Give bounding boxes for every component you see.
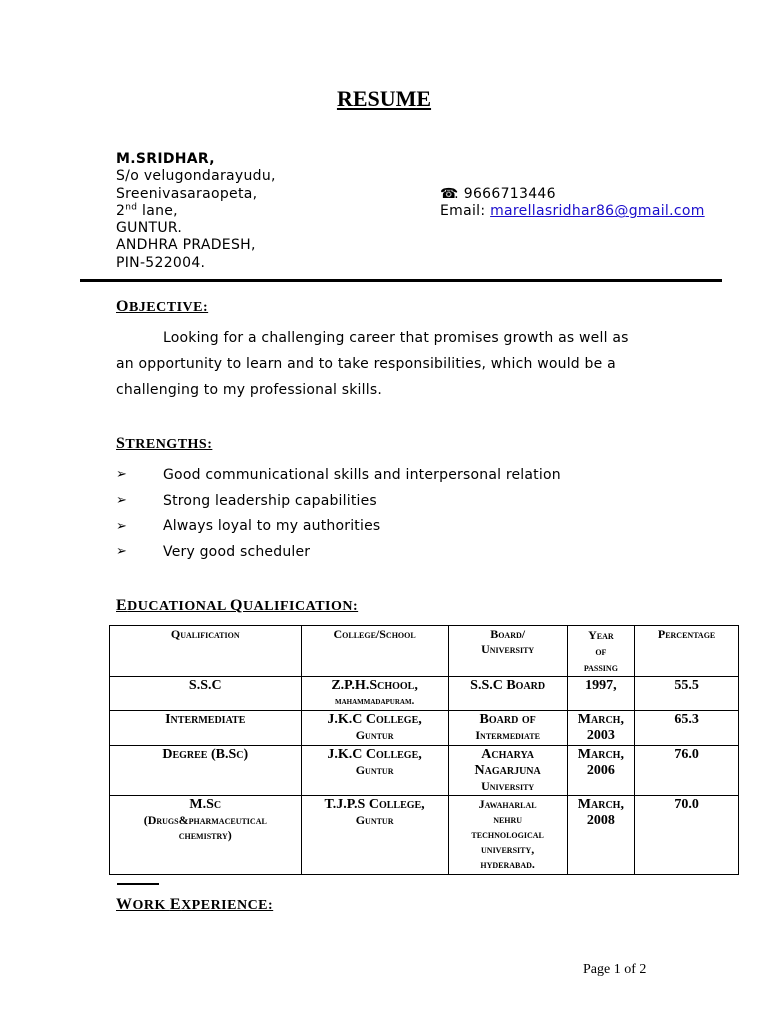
header-text: of [595,644,607,658]
list-item-text: Very good scheduler [163,543,311,560]
list-item [116,462,561,488]
work-experience-heading [116,896,273,914]
education-heading [116,597,358,615]
heading-initial: S [116,435,126,452]
list-item-text: Always loyal to my authorities [163,518,381,535]
objective-text [116,325,676,403]
address-line: ANDHRA PRADESH, [116,237,256,254]
table-row [110,746,739,796]
cell-text: 2006 [586,763,615,778]
objective-line: an opportunity to learn and to take responsibilities, which would be a [116,356,616,372]
objective-heading [116,298,208,316]
cell-year [567,796,635,875]
list-item [116,539,561,565]
cell-text: technological [471,827,544,841]
cell-text: Intermediate [475,728,540,742]
cell-text: Z.P.H.School, [331,678,418,693]
arrow-bullet-icon: ➢ [116,493,128,509]
cell-college [301,746,448,796]
page-title: RESUME [336,86,432,111]
heading-text: XPERIENCE: [181,898,274,913]
email-line [440,203,705,220]
email-link[interactable]: marellasridhar86@gmail.com [490,203,705,220]
cell-qualification: Degree (B.Sc) [110,746,302,796]
cell-text: Board of [479,712,536,727]
header-divider [80,279,722,282]
header-text: University [481,642,535,656]
cell-text: M.Sc [189,797,222,812]
cell-text: Guntur [355,728,394,742]
cell-text: Guntur [355,763,394,777]
cell-year: 1997, [567,677,635,711]
cell-text: 2008 [586,813,615,828]
cell-percentage: 76.0 [635,746,739,796]
cell-college [301,677,448,711]
education-table [109,625,739,875]
address-line: PIN-522004. [116,254,206,271]
heading-initial: Q [230,597,243,614]
arrow-bullet-icon: ➢ [116,544,128,560]
cell-board: S.S.C Board [448,677,567,711]
arrow-bullet-icon: ➢ [116,467,128,483]
table-row [110,711,739,746]
email-label: Email: [440,203,491,220]
cell-text: March, [577,797,624,812]
heading-initial: E [169,896,182,913]
heading-text: DUCATIONAL [127,599,231,614]
heading-initial: W [116,896,133,913]
phone-line [440,186,705,203]
address-block [116,151,276,272]
table-row [110,677,739,711]
cell-percentage: 55.5 [635,677,739,711]
cell-board [448,746,567,796]
cell-qualification [110,796,302,875]
cell-text: University [481,779,535,793]
cell-qualification: S.S.C [110,677,302,711]
cell-percentage: 70.0 [635,796,739,875]
address-line: GUNTUR. [116,220,183,237]
cell-college [301,796,448,875]
cell-text: Guntur [355,813,394,827]
table-header-row [110,626,739,677]
lane-text: lane, [137,202,178,219]
header-text: Board/ [490,627,526,641]
header-board [448,626,567,677]
objective-line [116,325,676,351]
cell-year [567,746,635,796]
heading-text: UALIFICATION: [243,599,359,614]
cell-college [301,711,448,746]
header-year [567,626,635,677]
cell-qualification: Intermediate [110,711,302,746]
section-divider [117,883,159,885]
header-percentage: Percentage [635,626,739,677]
address-line: S/o velugondarayudu, [116,168,276,185]
applicant-name: M.SRIDHAR, [116,151,215,167]
header-college: College/School [301,626,448,677]
header-text: passing [583,660,618,674]
cell-text: March, [577,712,624,727]
cell-text: T.J.P.S College, [324,797,425,812]
header-text: Year [588,628,614,642]
cell-percentage: 65.3 [635,711,739,746]
phone-number: : 9666713446 [454,186,556,202]
cell-text: 2003 [586,728,615,743]
telephone-icon: ☎ [440,186,458,202]
cell-text: hyderabad. [480,857,535,871]
list-item-text: Strong leadership capabilities [163,492,377,509]
heading-text: ORK [132,898,170,913]
objective-line-text: Looking for a challenging career that promises growth as well as [163,330,629,346]
cell-text: Nagarjuna [474,763,541,778]
page-number: Page 1 of 2 [583,962,647,977]
lane-number: 2 [116,202,126,219]
cell-board [448,796,567,875]
cell-text: (Drugs&pharmaceutical [143,813,267,827]
cell-text: mahammadapuram. [334,696,415,707]
list-item-text: Good communicational skills and interpersonal relation [163,466,561,483]
cell-text: university, [481,842,535,856]
strengths-list [116,462,561,565]
cell-text: nehru [493,812,523,826]
contact-block [440,186,705,221]
list-item [116,513,561,539]
heading-initial: E [116,597,128,614]
arrow-bullet-icon: ➢ [116,518,128,534]
ordinal-suffix: nd [125,202,138,213]
cell-text: Acharya [481,747,534,762]
cell-text: March, [577,747,624,762]
cell-text: J.K.C College, [327,747,422,762]
heading-initial: O [116,298,129,315]
header-qualification: Qualification [110,626,302,677]
cell-text: chemistry) [178,828,232,842]
address-line: Sreenivasaraopeta, [116,185,258,202]
cell-text: Jawaharlal [478,797,537,811]
cell-year [567,711,635,746]
address-line [116,203,276,220]
strengths-heading [116,435,212,453]
table-row [110,796,739,875]
list-item [116,488,561,514]
cell-board [448,711,567,746]
objective-line: challenging to my professional skills. [116,382,382,398]
heading-text: BJECTIVE: [128,300,209,315]
heading-text: TRENGTHS: [125,437,213,452]
cell-text: J.K.C College, [327,712,422,727]
